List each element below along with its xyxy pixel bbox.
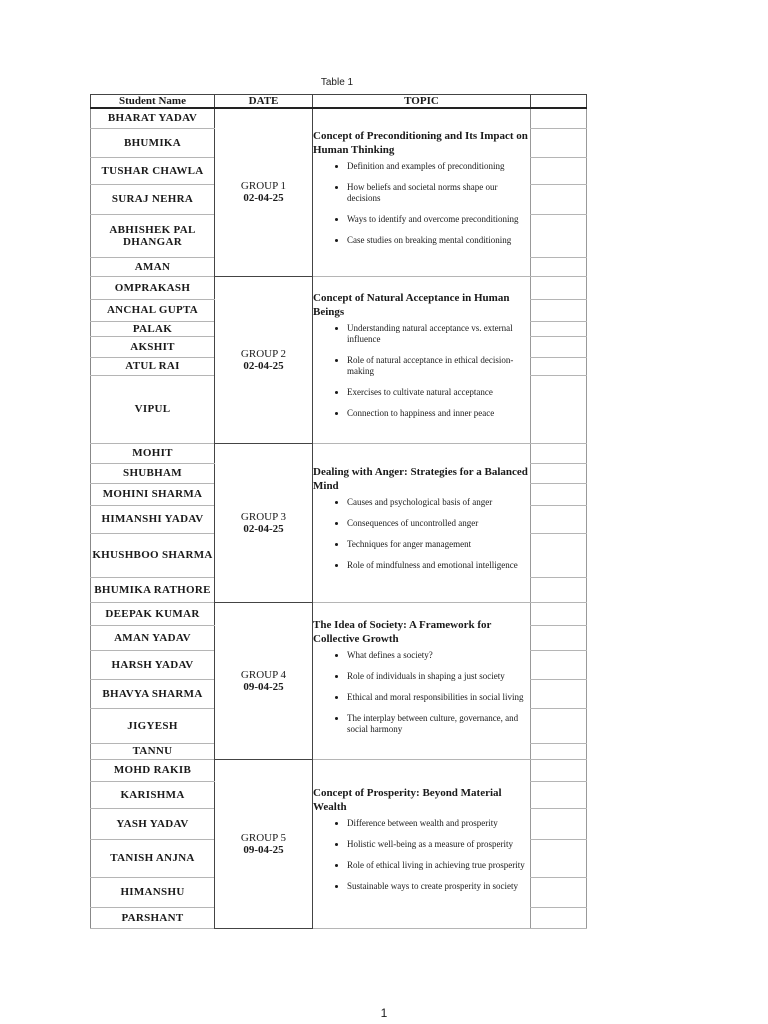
table-body [91, 108, 587, 928]
blank-cell [531, 679, 587, 708]
topic-point: • Holistic well-being as a measure of prosperity [347, 839, 530, 850]
student-name-cell: SHUBHAM [91, 463, 215, 483]
student-name-cell: HIMANSHI YADAV [91, 505, 215, 533]
student-name-cell: ABHISHEK PAL DHANGAR [91, 214, 215, 257]
topic-point: • Role of ethical living in achieving true prosperity [347, 860, 530, 871]
topic-point: • Understanding natural acceptance vs. external influence [347, 323, 530, 345]
topic-point: • Ethical and moral responsibilities in social living [347, 692, 530, 703]
blank-cell [531, 625, 587, 650]
group-label: GROUP 4 [240, 668, 287, 681]
student-name-cell: TANNU [91, 743, 215, 759]
blank-cell [531, 336, 587, 357]
student-name-cell: HIMANSHU [91, 877, 215, 907]
blank-cell [531, 321, 587, 336]
blank-cell [531, 443, 587, 463]
student-name-cell: AMAN [91, 257, 215, 276]
student-name-cell: MOHINI SHARMA [91, 483, 215, 505]
topic-points-list [313, 323, 530, 419]
blank-cell [531, 157, 587, 184]
blank-cell [531, 483, 587, 505]
student-topic-table [90, 94, 587, 929]
blank-cell [531, 877, 587, 907]
topic-point: • How beliefs and societal norms shape our decisions [347, 182, 530, 204]
student-name-cell: YASH YADAV [91, 808, 215, 839]
blank-cell [531, 184, 587, 214]
page-number: 1 [380, 1006, 388, 1020]
student-name-cell: KARISHMA [91, 781, 215, 808]
topic-point: • Connection to happiness and inner peace [347, 408, 530, 419]
topic-point: • Definition and examples of preconditioning [347, 161, 530, 172]
blank-cell [531, 907, 587, 928]
topic-points-list [313, 818, 530, 892]
blank-cell [531, 505, 587, 533]
student-name-cell: KHUSHBOO SHARMA [91, 533, 215, 577]
topic-points-list [313, 650, 530, 735]
blank-cell [531, 577, 587, 602]
group-label: GROUP 5 [240, 831, 287, 844]
topic-point: • Role of natural acceptance in ethical decision-making [347, 355, 530, 377]
student-name-cell: HARSH YADAV [91, 650, 215, 679]
student-name-cell: PARSHANT [91, 907, 215, 928]
topic-title: The Idea of Society: A Framework for Collective Growth [313, 618, 492, 645]
student-name-cell: PALAK [91, 321, 215, 336]
topic-point: • Consequences of uncontrolled anger [347, 518, 530, 529]
topic-cell [313, 276, 531, 443]
header-blank [531, 95, 587, 109]
group-date: 02-04-25 [243, 359, 284, 372]
student-name-cell: BHUMIKA RATHORE [91, 577, 215, 602]
student-name-cell: JIGYESH [91, 708, 215, 743]
blank-cell [531, 743, 587, 759]
blank-cell [531, 708, 587, 743]
group-date-cell [215, 602, 313, 759]
blank-cell [531, 602, 587, 625]
student-name-cell: BHAVYA SHARMA [91, 679, 215, 708]
student-name-cell: OMPRAKASH [91, 276, 215, 299]
topic-point: • Role of mindfulness and emotional intelligence [347, 560, 530, 571]
table-row [91, 276, 587, 299]
blank-cell [531, 299, 587, 321]
blank-cell [531, 650, 587, 679]
blank-cell [531, 808, 587, 839]
topic-points-list [313, 161, 530, 246]
topic-point: • Ways to identify and overcome preconditioning [347, 214, 530, 225]
student-name-cell: ATUL RAI [91, 357, 215, 375]
student-name-cell: VIPUL [91, 375, 215, 443]
header-row [91, 95, 587, 109]
group-date: 09-04-25 [243, 843, 284, 856]
topic-point: • Case studies on breaking mental conditioning [347, 235, 530, 246]
blank-cell [531, 214, 587, 257]
topic-point: • The interplay between culture, governance, and social harmony [347, 713, 530, 735]
student-name-cell: MOHIT [91, 443, 215, 463]
group-date: 09-04-25 [243, 680, 284, 693]
blank-cell [531, 128, 587, 157]
student-name-cell: DEEPAK KUMAR [91, 602, 215, 625]
student-name-cell: AMAN YADAV [91, 625, 215, 650]
student-name-cell: MOHD RAKIB [91, 759, 215, 781]
table-row [91, 108, 587, 128]
topic-cell [313, 108, 531, 276]
topic-title: Concept of Preconditioning and Its Impact on Human Thinking [313, 130, 528, 157]
blank-cell [531, 463, 587, 483]
topic-point: • Exercises to cultivate natural acceptance [347, 387, 530, 398]
header-topic: TOPIC [313, 95, 531, 109]
group-label: GROUP 3 [240, 510, 287, 523]
blank-cell [531, 108, 587, 128]
topic-point: • What defines a society? [347, 650, 530, 661]
student-name-cell: AKSHIT [91, 336, 215, 357]
table-row [91, 602, 587, 625]
topic-title: Dealing with Anger: Strategies for a Balanced Mind [313, 466, 528, 492]
blank-cell [531, 781, 587, 808]
topic-point: • Difference between wealth and prosperity [347, 818, 530, 829]
header-student-name: Student Name [91, 95, 215, 109]
topic-points-list [313, 497, 530, 571]
blank-cell [531, 375, 587, 443]
group-date: 02-04-25 [243, 192, 284, 205]
student-name-cell: ANCHAL GUPTA [91, 299, 215, 321]
group-date-cell [215, 443, 313, 602]
topic-point: • Sustainable ways to create prosperity in society [347, 881, 530, 892]
student-name-cell: BHARAT YADAV [91, 108, 215, 128]
blank-cell [531, 357, 587, 375]
blank-cell [531, 533, 587, 577]
group-date-cell [215, 276, 313, 443]
group-date: 02-04-25 [243, 522, 284, 535]
topic-point: • Techniques for anger management [347, 539, 530, 550]
blank-cell [531, 759, 587, 781]
student-name-cell: TUSHAR CHAWLA [91, 157, 215, 184]
group-date-cell [215, 108, 313, 276]
topic-cell [313, 759, 531, 928]
table-row [91, 759, 587, 781]
topic-title: Concept of Natural Acceptance in Human Beings [313, 292, 510, 318]
student-name-cell: SURAJ NEHRA [91, 184, 215, 214]
topic-point: • Role of individuals in shaping a just society [347, 671, 530, 682]
blank-cell [531, 276, 587, 299]
group-date-cell [215, 759, 313, 928]
topic-cell [313, 602, 531, 759]
header-date: DATE [215, 95, 313, 109]
table-row [91, 443, 587, 463]
blank-cell [531, 257, 587, 276]
topic-title: Concept of Prosperity: Beyond Material Wealth [313, 787, 502, 813]
topic-cell [313, 443, 531, 602]
student-name-cell: TANISH ANJNA [91, 839, 215, 877]
group-label: GROUP 2 [240, 347, 287, 360]
blank-cell [531, 839, 587, 877]
topic-point: • Causes and psychological basis of anger [347, 497, 530, 508]
table-caption: Table 1 [320, 77, 354, 88]
group-label: GROUP 1 [240, 180, 287, 193]
student-name-cell: BHUMIKA [91, 128, 215, 157]
